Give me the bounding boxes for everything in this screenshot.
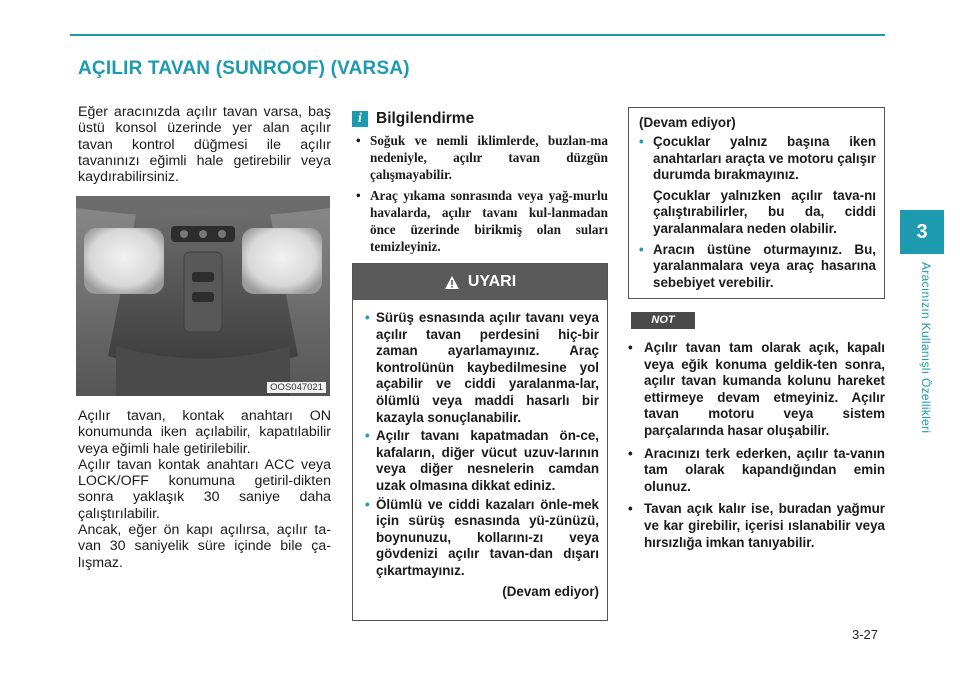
body-paragraph: Açılır tavan kontak anahtarı ACC veya LOCK/OFF konumuna getiril-dikten sonra yaklaşık 30 saniye daha çalıştırılabilir. xyxy=(78,456,331,522)
operation-text xyxy=(78,408,331,571)
list-item-paragraph: Çocuklar yalnızken açılır tava-nı çalıştırabilirler, bu da, ciddi yaralanmalara neden olabilir. xyxy=(653,187,876,236)
warning-box xyxy=(352,263,608,621)
chapter-title: Aracınızın Kullanışlı Özellikleri xyxy=(919,262,933,434)
intro-text xyxy=(78,104,331,185)
list-item: • Aracınızı terk ederken, açılır ta-vanın tam olarak kapandığından emin olunuz. xyxy=(628,446,885,496)
chapter-number: 3 xyxy=(900,210,944,254)
list-item xyxy=(639,242,876,292)
continued-label: (Devam ediyor) xyxy=(502,583,599,599)
warning-header xyxy=(353,264,607,300)
sunroof-console-photo xyxy=(76,196,330,396)
overhead-console-illustration xyxy=(76,196,330,396)
warning-label: UYARI xyxy=(467,273,517,290)
list-item: • Açılır tavanı kapatmadan ön-ce, kafaların, diğer vücut uzuv-larının veya diğer nesnelerin camdan uzak olmasına dikkat ediniz. xyxy=(365,428,599,494)
info-heading xyxy=(352,110,474,128)
list-item-paragraph: Aracın üstüne oturmayınız. Bu, yaralanmalara veya araç hasarına sebebiyet verebilir. xyxy=(653,241,876,290)
list-item xyxy=(639,134,876,238)
info-title: Bilgilendirme xyxy=(376,110,475,127)
intro-paragraph: Eğer aracınızda açılır tavan varsa, baş üstü konsol üzerinde yer alan açılır tavan kontrol düğmesi ile açılır tavanınızı eğimli hale getirebilir veya kaydırabilirsiniz. xyxy=(78,104,331,186)
image-caption: OOS047021 xyxy=(267,382,326,393)
list-item: • Sürüş esnasında açılır tavanı veya açılır tavan perdesini hiç-bir zaman ayarlamayınız. Araç kontrolünün kaybedilmesine yol açabilir ve ciddi yaralanma-lar, ölümlü veya maddi hasarlı bir kazayla sonuçlanabilir. xyxy=(365,310,599,426)
continued-title: (Devam ediyor) xyxy=(639,115,736,130)
list-item: • Araç yıkama sonrasında veya yağ-murlu havalarda, açılır tavanı kul-lanmadan önce üzerinde birikmiş olan suları temizleyiniz. xyxy=(352,187,608,255)
bullet: • xyxy=(639,241,644,257)
note-list xyxy=(628,340,885,557)
info-icon: i xyxy=(352,111,368,127)
list-item: • Açılır tavan tam olarak açık, kapalı veya eğik konuma geldik-ten sonra, açılır tavan kumanda kolunu hareket ettirmeye devam etmeyiniz. Açılır tavan motoru veya sistem parçalarında hasar oluşabilir. xyxy=(628,340,885,440)
body-paragraph: Açılır tavan, kontak anahtarı ON konumunda iken açılabilir, kapatılabilir veya eğimli hale getirilebilir. xyxy=(78,408,331,457)
note-badge: NOT xyxy=(631,312,695,329)
body-paragraph: Ancak, eğer ön kapı açılırsa, açılır ta-van 30 saniyelik süre içinde bile ça-lışmaz. xyxy=(78,522,331,571)
list-item: • Tavan açık kalır ise, buradan yağmur ve kar girebilir, içerisi ıslanabilir veya hırsızlığa imkan tanıyabilir. xyxy=(628,501,885,551)
warning-list xyxy=(353,300,607,580)
list-item: • Soğuk ve nemli iklimlerde, buzlan-ma nedeniyle, açılır tavan düzgün çalışmayabilir. xyxy=(352,132,608,183)
list-item-paragraph: Çocuklar yalnız başına iken anahtarları araçta ve motoru çalışır durumda bırakmayınız. xyxy=(653,134,876,183)
warning-triangle-icon xyxy=(444,275,460,290)
bullet: • xyxy=(639,134,644,149)
header-rule xyxy=(70,34,885,36)
list-item: • Ölümlü ve ciddi kazaları önle-mek için sürüş esnasında yü-zünüzü, boynunuzu, kollarını-zı veya gövdenizi açılır tavan-dan dışarı çıkartmayınız. xyxy=(365,497,599,580)
continued-warning-box xyxy=(628,107,885,299)
info-list xyxy=(352,132,608,259)
page-number: 3-27 xyxy=(852,627,879,642)
continued-list xyxy=(629,130,884,291)
section-title: AÇILIR TAVAN (SUNROOF) (VARSA) xyxy=(78,58,410,79)
